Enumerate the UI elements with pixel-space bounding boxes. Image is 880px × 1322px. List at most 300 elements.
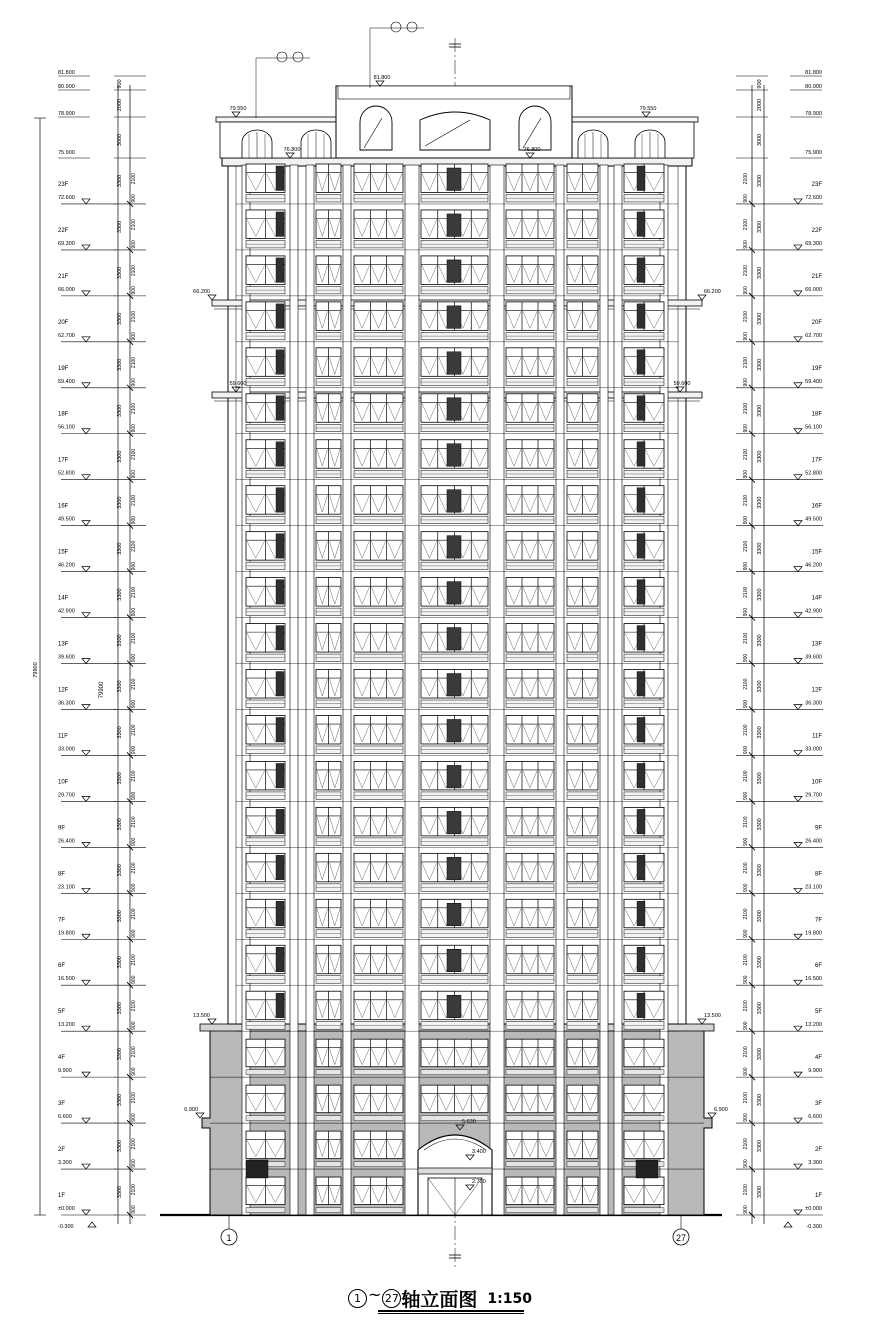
window-height-dim: 2100: [743, 1046, 749, 1058]
roof-dim: 3000: [117, 133, 123, 147]
window-height-dim: 2100: [131, 908, 137, 920]
roof-dim: 900: [117, 79, 123, 89]
window-height-dim: 2100: [743, 356, 749, 369]
sill-height-dim: 900: [131, 194, 137, 203]
floor-height-dim: 3300: [757, 1002, 763, 1015]
side-louvre: [637, 855, 645, 879]
window-height-dim: 2100: [743, 173, 749, 185]
sill-height-dim: 900: [743, 1113, 749, 1122]
sill-height-dim: 900: [131, 699, 137, 709]
window-height-dim: 2100: [743, 816, 749, 828]
level-triangle: [88, 1222, 96, 1227]
side-louvre: [637, 212, 645, 236]
floor-height-dim: 3300: [117, 818, 123, 831]
floor-label: 7F: [814, 917, 822, 924]
floor-label: 20F: [811, 319, 822, 326]
dormer-center: [420, 112, 490, 150]
axis-end-bubble: 27: [382, 1289, 401, 1308]
window-height-dim: 2100: [743, 1092, 749, 1104]
detail-bubble: [391, 22, 401, 32]
floor-label: 3F: [58, 1101, 66, 1108]
top-level: 81.800: [805, 70, 822, 76]
floor-label: 2F: [814, 1147, 822, 1154]
top-level: 80.900: [58, 84, 75, 90]
center-louvre: [447, 536, 461, 558]
floor-label: 9F: [814, 825, 822, 832]
sill-height-dim: 900: [743, 607, 749, 617]
floor-height-dim: 3300: [117, 910, 123, 923]
overall-height-label: 79900: [99, 681, 105, 699]
band-level-left: 59.600: [229, 381, 247, 387]
roof-dim: 2000: [757, 98, 763, 112]
eave-level-left: 76.800: [283, 147, 301, 153]
title-text: 轴立面图: [401, 1289, 478, 1311]
floor-height-dim: 3300: [117, 1002, 123, 1015]
side-louvre: [276, 763, 284, 787]
level-triangle: [794, 888, 802, 893]
pilaster: [343, 165, 351, 1215]
level-triangle: [784, 1222, 792, 1227]
window-height-dim: 2100: [743, 402, 749, 415]
sill-height-dim: 900: [743, 194, 749, 203]
floor-label: 17F: [58, 457, 69, 464]
level-triangle: [794, 934, 802, 939]
podium-railing: [316, 1070, 341, 1075]
podium-level-right: 13.500: [704, 1013, 721, 1019]
floor-level: 52.800: [58, 470, 75, 477]
entrance-canopy: [418, 1168, 492, 1174]
podium-railing: [354, 1162, 403, 1167]
floor-label: 21F: [58, 273, 69, 280]
side-louvre: [637, 580, 645, 604]
facade-level-triangle: [698, 1019, 706, 1024]
floor-height-dim: 3300: [117, 1093, 123, 1107]
window-height-dim: 2100: [131, 862, 137, 874]
sill-height-dim: 900: [131, 286, 137, 295]
floor-level: 69.300: [805, 240, 822, 247]
setback-level-left: 66.200: [193, 289, 210, 295]
base-level-right: 6.900: [714, 1107, 728, 1113]
sill-height-dim: 900: [131, 561, 137, 571]
center-louvre: [447, 352, 461, 374]
sill-height-dim: 900: [743, 699, 749, 709]
pavilion-frieze: [338, 86, 570, 99]
floor-level: 6.600: [808, 1114, 822, 1121]
total-height-label: 79800: [33, 662, 39, 678]
podium-railing: [421, 1070, 488, 1075]
floor-level: 69.300: [58, 240, 75, 247]
level-triangle: [794, 1026, 802, 1031]
podium-railing: [316, 1116, 341, 1121]
level-triangle: [82, 567, 90, 572]
side-louvre: [637, 901, 645, 925]
roof-dim: 3000: [757, 133, 763, 147]
floor-label: 23F: [58, 181, 69, 188]
floor-height-dim: 3300: [757, 266, 763, 280]
floor-level: 3.300: [808, 1160, 822, 1167]
window-height-dim: 2100: [131, 770, 137, 782]
podium-railing: [354, 1116, 403, 1121]
floor-label: 10F: [58, 779, 69, 786]
window-height-dim: 2100: [131, 173, 137, 185]
sill-height-dim: 900: [743, 791, 749, 801]
title-underline: [378, 1310, 524, 1312]
side-louvre: [637, 396, 645, 420]
podium-railing: [506, 1116, 554, 1121]
floor-height-dim: 3300: [757, 358, 763, 371]
level-triangle: [82, 1164, 90, 1169]
floor-level: 72.600: [58, 194, 75, 201]
cornice-level-right: 79.550: [639, 106, 657, 112]
floor-height-dim: 3300: [117, 496, 123, 509]
floor-level: 42.900: [58, 608, 75, 615]
floor-height-dim: 3300: [757, 1048, 763, 1061]
floor-height-dim: 3300: [757, 772, 763, 785]
sill-height-dim: 900: [743, 653, 749, 663]
center-louvre: [447, 903, 461, 925]
window-height-dim: 2100: [131, 586, 137, 598]
floor-label: 1F: [58, 1193, 66, 1199]
center-louvre: [447, 857, 461, 879]
floor-label: 11F: [58, 733, 68, 740]
sill-height-dim: 900: [131, 791, 137, 801]
floor-height-dim: 3300: [757, 404, 763, 417]
sill-height-dim: 900: [743, 745, 749, 755]
floor-height-dim: 3300: [757, 818, 763, 831]
facade-level-triangle: [208, 1019, 216, 1024]
side-louvre: [276, 947, 284, 971]
sill-height-dim: 900: [743, 837, 749, 847]
side-louvre: [276, 212, 284, 236]
right-dimension-column: [736, 70, 823, 1230]
podium-railing: [567, 1116, 598, 1121]
top-level: 80.900: [805, 84, 822, 90]
floor-label: 7F: [58, 917, 66, 924]
floor-level: 49.500: [58, 516, 75, 523]
floor-height-dim: 3300: [117, 772, 123, 785]
window-height-dim: 2100: [743, 448, 749, 460]
floor-height-dim: 3300: [117, 680, 123, 693]
pilaster: [556, 165, 564, 1215]
facade-level-triangle: [698, 295, 706, 300]
level-triangle: [82, 613, 90, 618]
sill-height-dim: 900: [743, 883, 749, 892]
floor-level: ±0.000: [805, 1206, 822, 1212]
podium-dark-panel: [636, 1160, 658, 1178]
sill-height-dim: 900: [743, 1067, 749, 1076]
level-triangle: [82, 888, 90, 893]
level-triangle: [82, 521, 90, 526]
window-height-dim: 2100: [743, 908, 749, 920]
pilaster: [600, 165, 608, 1215]
level-triangle: [794, 1118, 802, 1123]
side-louvre: [276, 672, 284, 696]
level-triangle: [794, 980, 802, 985]
floor-label: 11F: [812, 733, 822, 740]
floor-height-dim: 3300: [757, 1185, 763, 1199]
window-height-dim: 2100: [743, 540, 749, 552]
window-height-dim: 2100: [131, 1000, 137, 1012]
center-louvre: [447, 490, 461, 512]
level-triangle: [794, 613, 802, 618]
side-louvre: [276, 442, 284, 466]
window-height-dim: 2100: [131, 494, 137, 506]
side-louvre: [276, 350, 284, 374]
side-louvre: [276, 855, 284, 879]
podium-railing: [246, 1116, 285, 1121]
window-height-dim: 2100: [743, 1184, 749, 1196]
sill-height-dim: 900: [131, 745, 137, 755]
floor-height-dim: 3300: [757, 312, 763, 325]
floor-height-dim: 3300: [757, 956, 763, 969]
floor-label: 5F: [814, 1009, 822, 1016]
floor-level: 66.000: [58, 286, 75, 293]
left-dimension-column: [33, 70, 146, 1230]
pilaster: [306, 165, 314, 1215]
window-height-dim: 2100: [743, 265, 749, 277]
floor-label: 21F: [811, 273, 822, 280]
sill-height-dim: 900: [743, 1159, 749, 1168]
floor-level: 72.600: [805, 194, 822, 201]
side-louvre: [276, 626, 284, 650]
roof-dim: 2000: [117, 98, 123, 112]
center-louvre: [447, 214, 461, 236]
detail-bubble: [407, 22, 417, 32]
detail-bubble: [277, 52, 287, 62]
sill-height-dim: 900: [131, 240, 137, 249]
floor-label: 17F: [811, 457, 822, 464]
level-triangle: [82, 1118, 90, 1123]
pilaster: [490, 165, 504, 1215]
window-height-dim: 2100: [743, 1138, 749, 1150]
side-louvre: [637, 166, 645, 190]
podium-railing: [316, 1208, 341, 1213]
window-height-dim: 2100: [743, 724, 749, 736]
entrance-door-level: 2.700: [472, 1179, 486, 1185]
window-height-dim: 2100: [131, 219, 137, 231]
floor-height-dim: 3300: [117, 1048, 123, 1061]
pilaster: [290, 165, 298, 1215]
window-height-dim: 2100: [131, 1092, 137, 1104]
floor-height-dim: 3300: [117, 404, 123, 417]
level-triangle: [82, 842, 90, 847]
floor-label: 13F: [811, 641, 822, 648]
center-louvre: [447, 260, 461, 282]
sill-height-dim: 900: [131, 470, 137, 479]
sill-height-dim: 900: [131, 1113, 137, 1122]
podium-railing: [567, 1070, 598, 1075]
level-triangle: [794, 1210, 802, 1215]
entrance-canopy-level: 3.400: [472, 1149, 486, 1155]
floor-label: 18F: [58, 411, 69, 418]
floor-height-dim: 3300: [757, 864, 763, 877]
center-louvre: [447, 398, 461, 420]
floor-label: 13F: [58, 641, 69, 648]
entrance-arch-level: 5.630: [462, 1119, 476, 1125]
top-level: 75.900: [58, 150, 75, 156]
side-louvre: [276, 488, 284, 512]
facade-level-triangle: [376, 81, 384, 86]
floor-label: 4F: [814, 1055, 822, 1062]
sill-height-dim: 900: [743, 424, 749, 433]
window-height-dim: 2100: [743, 770, 749, 782]
center-louvre: [447, 811, 461, 833]
sill-height-dim: 900: [131, 515, 137, 525]
level-triangle: [82, 475, 90, 480]
floor-level: 9.900: [808, 1068, 822, 1075]
podium-railing: [624, 1208, 664, 1213]
floor-height-dim: 3300: [757, 726, 763, 739]
floor-level: 56.100: [805, 424, 822, 431]
window-height-dim: 2100: [131, 356, 137, 369]
cornice-level-left: 79.550: [229, 106, 247, 112]
level-triangle: [794, 475, 802, 480]
floor-height-dim: 3300: [757, 542, 763, 555]
sill-height-dim: 900: [131, 1067, 137, 1076]
floor-level: 59.400: [805, 378, 822, 385]
floor-label: 12F: [58, 687, 69, 694]
floor-label: 14F: [58, 595, 69, 602]
facade-level-triangle: [708, 1113, 716, 1118]
floor-height-dim: 3300: [117, 174, 123, 188]
floor-label: 12F: [811, 687, 822, 694]
level-triangle: [82, 659, 90, 664]
floor-level: 39.600: [58, 654, 75, 661]
floor-height-dim: 3300: [757, 496, 763, 509]
facade-level-triangle: [642, 112, 650, 117]
sill-height-dim: 900: [131, 332, 137, 341]
axis-number: 27: [675, 1233, 687, 1243]
floor-level: 26.400: [805, 838, 822, 845]
side-louvre: [276, 809, 284, 833]
window-height-dim: 2100: [131, 265, 137, 277]
floor-label: 15F: [811, 549, 822, 556]
floor-height-dim: 3300: [117, 358, 123, 371]
floor-level: 9.900: [58, 1068, 72, 1075]
band-level-right: 59.600: [673, 381, 691, 387]
floor-height-dim: 3300: [757, 680, 763, 693]
podium-railing: [567, 1162, 598, 1167]
side-louvre: [276, 396, 284, 420]
side-louvre: [276, 258, 284, 282]
podium-railing: [506, 1208, 554, 1213]
floor-label: 18F: [811, 411, 822, 418]
floor-label: 3F: [814, 1101, 822, 1108]
sill-height-dim: 900: [131, 1159, 137, 1168]
level-triangle: [82, 1026, 90, 1031]
sill-height-dim: 900: [131, 607, 137, 617]
level-triangle: [794, 521, 802, 526]
window-height-dim: 2100: [743, 586, 749, 598]
side-louvre: [637, 672, 645, 696]
window-height-dim: 2100: [131, 402, 137, 415]
side-louvre: [637, 717, 645, 741]
floor-level: 29.700: [58, 792, 75, 799]
level-triangle: [82, 980, 90, 985]
level-triangle: [82, 704, 90, 709]
building-facade: [160, 38, 722, 1270]
side-louvre: [276, 304, 284, 328]
floor-label: 15F: [58, 549, 69, 556]
window-height-dim: 2100: [743, 1000, 749, 1012]
sill-height-dim: 900: [743, 332, 749, 341]
floor-level: 23.100: [805, 884, 822, 891]
floor-level: 66.000: [805, 286, 822, 293]
level-triangle: [82, 291, 90, 296]
side-louvre: [276, 534, 284, 558]
window-height-dim: 2100: [743, 219, 749, 231]
side-louvre: [637, 809, 645, 833]
side-louvre: [637, 350, 645, 374]
floor-height-dim: 3300: [117, 864, 123, 877]
floor-height-dim: 3300: [757, 588, 763, 601]
level-triangle: [794, 1164, 802, 1169]
window-height-dim: 2100: [131, 816, 137, 828]
podium-railing: [246, 1208, 285, 1213]
top-level: 78.900: [805, 111, 822, 117]
floor-level: 23.100: [58, 884, 75, 891]
floor-level: 19.800: [805, 930, 822, 937]
floor-height-dim: 3300: [117, 1139, 123, 1153]
side-louvre: [637, 304, 645, 328]
floor-level: 42.900: [805, 608, 822, 615]
window-height-dim: 2100: [131, 1046, 137, 1058]
floor-label: 22F: [811, 227, 822, 234]
side-louvre: [637, 534, 645, 558]
floor-level: 3.300: [58, 1160, 72, 1167]
floor-height-dim: 3300: [117, 956, 123, 969]
sill-height-dim: 900: [131, 1205, 137, 1214]
floor-label: 4F: [58, 1055, 66, 1062]
center-louvre: [447, 674, 461, 696]
top-level: 78.900: [58, 111, 75, 117]
side-louvre: [637, 993, 645, 1017]
level-triangle: [794, 750, 802, 755]
drawing-title: [0, 1285, 880, 1312]
floor-level: 49.500: [805, 516, 822, 523]
level-triangle: [82, 1072, 90, 1077]
ground-level: -0.300: [806, 1224, 822, 1230]
sill-height-dim: 900: [131, 883, 137, 892]
level-triangle: [82, 1210, 90, 1215]
floor-level: 56.100: [58, 424, 75, 431]
floor-level: 16.500: [58, 976, 75, 983]
podium-railing: [506, 1070, 554, 1075]
side-louvre: [637, 947, 645, 971]
sill-height-dim: 900: [131, 378, 137, 387]
facade-level-triangle: [196, 1113, 204, 1118]
center-louvre: [447, 765, 461, 787]
level-triangle: [794, 842, 802, 847]
sill-height-dim: 900: [743, 1021, 749, 1030]
floor-label: 22F: [58, 227, 69, 234]
floor-height-dim: 3300: [117, 312, 123, 325]
sill-height-dim: 900: [131, 975, 137, 984]
side-louvre: [276, 901, 284, 925]
podium-railing: [567, 1208, 598, 1213]
floor-height-dim: 3300: [117, 542, 123, 555]
center-louvre: [447, 444, 461, 466]
level-triangle: [82, 383, 90, 388]
center-louvre: [447, 168, 461, 190]
floor-label: 9F: [58, 825, 66, 832]
podium-railing: [354, 1208, 403, 1213]
level-triangle: [794, 704, 802, 709]
floor-label: 8F: [58, 871, 66, 878]
facade-level-triangle: [232, 112, 240, 117]
side-louvre: [637, 442, 645, 466]
window-height-dim: 2100: [743, 862, 749, 874]
